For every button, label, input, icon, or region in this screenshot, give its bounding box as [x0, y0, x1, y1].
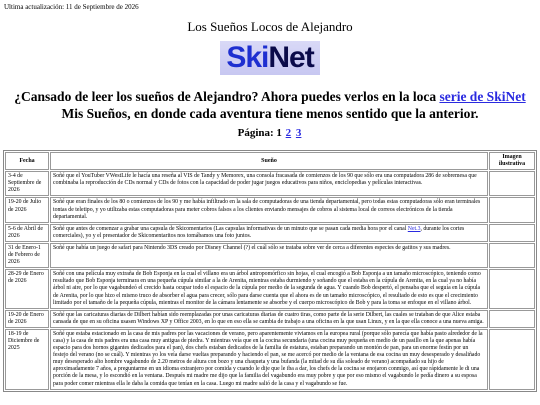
row-dream-text: Soñé que había un juego de safari para Nintendo 3DS creado por Disney Channel (?) el cuál sólo se trataba sobre ver de cerca a diferentes especies de gatitos y sus madres.: [50, 243, 488, 268]
row-date: 28-29 de Enero de 2026: [5, 269, 49, 308]
skinet-series-link[interactable]: serie de SkiNet: [439, 89, 526, 104]
pagination: [0, 127, 540, 139]
header-image: Imagen ilustrativa: [489, 152, 535, 170]
row-image-cell: [489, 269, 535, 308]
row-image-cell: [489, 310, 535, 328]
net3-link[interactable]: Net.3: [407, 225, 421, 232]
logo-text-ski: Ski: [226, 41, 269, 74]
header-date: Fecha: [5, 152, 49, 170]
pagination-link-3[interactable]: 3: [295, 127, 302, 139]
row-date: 5-6 de Abril de 2026: [5, 224, 49, 242]
row-date: 3-4 de Septiembre de 2026: [5, 171, 49, 196]
row-dream-text: Soñé que eran finales de los 80 o comienzos de los 90 y me había infiltrado en la sala de computadoras de una tienda departamental, pero todas estas computadoras sólo eran terminales tontas de teletipo, y yo utilizaba estas computadoras para meter cobros falsos a los clientes enviando mensajes de cobros al sistema local de correos electrónicos de la tienda departamental.: [50, 197, 488, 222]
row-date: 31 de Enero-1 de Febrero de 2026: [5, 243, 49, 268]
table-row: [5, 310, 535, 328]
table-row: [5, 171, 535, 196]
row-dream-text: Soñé que el YouTuber VWestLife le hacía una reseña al VIS de Tandy y Memorex, una consola fracasada de comienzos de los 90 que sólo era una computadora 286 de sobremesa que combinaba la reproducción de CDs normal y CDs de fotos con la capacidad de poder jugar juegos educativos para niños, enciclopedias y películas interactivas.: [50, 171, 488, 196]
page-title: Los Sueños Locos de Alejandro: [187, 19, 353, 34]
row-image-cell: [489, 224, 535, 242]
pagination-current-page: 1: [276, 127, 282, 139]
row-image-cell: [489, 171, 535, 196]
table-row: [5, 224, 535, 242]
row-image-cell: [489, 243, 535, 268]
headline: [0, 88, 540, 122]
pagination-label: Página:: [237, 127, 274, 139]
headline-line1-text: ¿Cansado de leer los sueños de Alejandro? Ahora puedes verlos en la loca: [14, 89, 440, 104]
row-text-suffix: , durante los cortes comerciales), yo y el presentador de Skicomentaritos nos tomábamos una foto juntos.: [53, 225, 465, 239]
headline-line2-text: Mis Sueños, en donde cada aventura tiene menos sentido que la anterior.: [61, 106, 479, 121]
table-row: [5, 269, 535, 308]
row-dream-text: [50, 224, 488, 242]
skinet-logo-banner[interactable]: [220, 41, 320, 75]
row-date: 19-20 de Enero de 2026: [5, 310, 49, 328]
table-row: [5, 329, 535, 390]
table-row: [5, 197, 535, 222]
row-date: 18-19 de Diciembre de 2025: [5, 329, 49, 390]
row-image-cell: [489, 329, 535, 390]
row-image-cell: [489, 197, 535, 222]
row-dream-text: Soñé que las caricaturas diarias de Dilbert habían sido reemplazadas por unas caricaturas diarias de cuatro tiras, como parte de la serie Dilbert, las cuales se trataban de que Alice estaba cansada de que en su oficina usasen Windows XP y Office 2003, en lo que en eso ella se cambia de trabajo a una oficina en la que usan Linux, y en la que ella conoce a una nueva amiga.: [50, 310, 488, 328]
pagination-link-2[interactable]: 2: [285, 127, 292, 139]
row-date: 19-20 de Julio de 2026: [5, 197, 49, 222]
last-updated-text: Ultima actualización: 11 de Septiembre de 2026: [4, 3, 139, 11]
logo-text-net: Net: [268, 41, 314, 74]
row-dream-text: Soñé con una película muy extraña de Bob Esponja en la cual el villano era un árbol antropomórfico sin hojas, el cual encogió a Bob Esponja a un tamaño microscópico, teniendo como resultado que Bob Esponja terminara en una pequeña cúpula similar a la de Arenita, mientras estaba durmiendo y soñando que el estaba en la cúpula de Arenita, en la cual ya no había árbol ni aire, por lo que vagabundeó el crecido hasta ocupar todo el espacio de la cúpula por medio de la segunda de agua. Y cuando Bob despertó, el pensaba que el seguía en la cúpula de Arenita, por lo que hizo el mismo truco de absorber el agua para crecer, sólo para darse cuenta que el ahora es de un tamaño microscópico, el resultado de esto es que el crecimiento limitado por el tamaño de la pequeña cúpula, mientras el monitor de la cámara lentamente se absorbe y el cuerpo microscópico de Bob y para la toma se enfoque en el villano árbol.: [50, 269, 488, 308]
row-text-prefix: Soñé que antes de comenzar a grabar una capsula de Skicomentarios (Las capsulas informativas de un minuto que se pasan cada media hora por el canal: [53, 225, 408, 232]
row-dream-text: Soñé que estaba estacionado en la casa de mis padres por las vacaciones de verano, pero aparentemente viviamos en la europea rural (porque sólo parecía que había pasto alrededor de la casa) y la casa de mis padres era una casa muy antigua de piedra. Y mientras veía que en la cocina secundaria (una cocina muy pequeña en medio de un pasillo en la que apenas había espacio para dos hornos gigantes dedicados para el pan), dos chefs estaban dedicados de la familia de estatura, estaban preparando un montón de pan, para un enorme festín por un festejo del verano (no se cuál). Y mientras yo los veía darse vueltas preparando y haciendo el pan, se me acercó por medio de la ventana de esa cocina un muy desesperado y desaliñado muy desesperado alto hombre vagabundo de 2.20 metros de altura con bozo y una chaqueta y una bufanda (la mitad de su día soleado de verano) acompañado su hijo de aproximadamente 7 años, a preguntarme en un idioma extranjero por comida y cuando le dije que le iba a dar, los chefs de la cocina se enojaron conmigo, así que rápidamente le di una porción de la mesa, y lo escondió en la ventana. Después mi madre me dijo que la familia del vagabundo era muy pobre y que por eso mismo el vagabundo le pedía dinero a su esposa para poder comer mientras ella le daba la comida que tenían en la casa. Luego mi madre salió de la casa y el vagabundo se fue.: [50, 329, 488, 390]
dreams-table: [3, 150, 537, 392]
header-dream: Sueño: [50, 152, 488, 170]
table-header-row: [5, 152, 535, 170]
table-row: [5, 243, 535, 268]
